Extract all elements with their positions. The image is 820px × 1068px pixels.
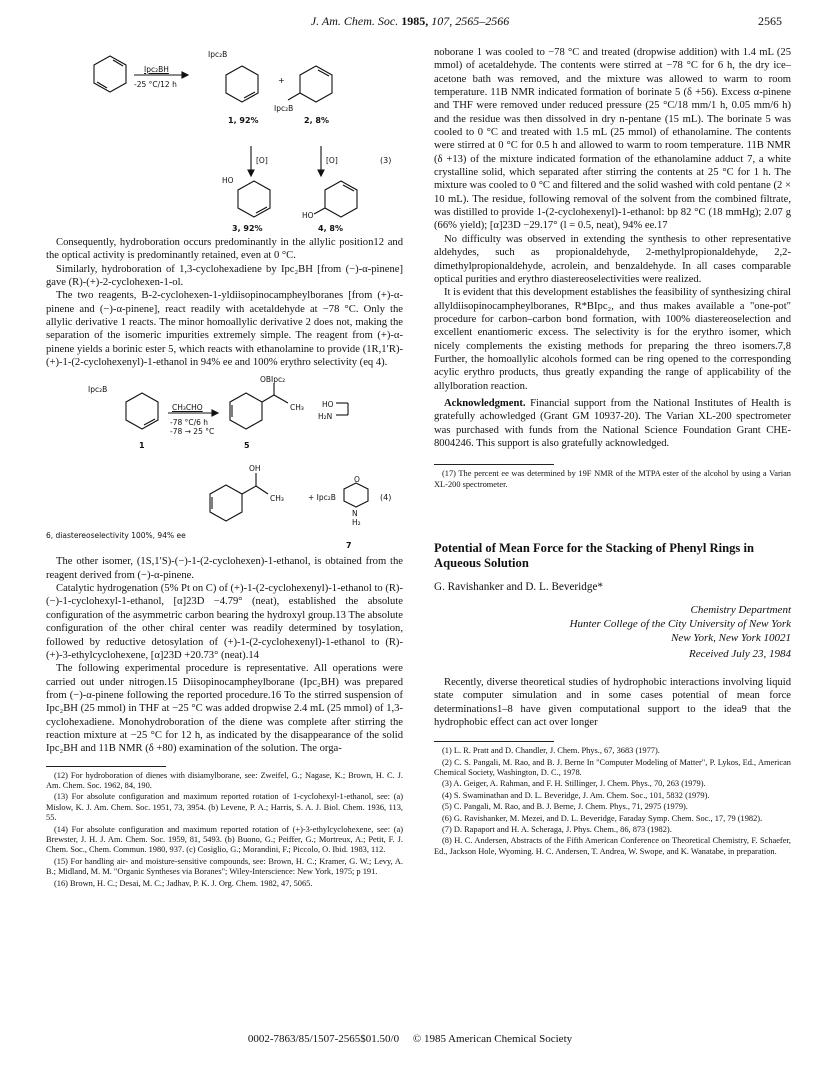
paragraph: Consequently, hydroboration occurs predominantly in the allylic position12 and the optical activity is predominantly retained, even at 0 °C. [46,237,403,262]
scheme4-ch3-a: CH₃ [290,403,304,413]
received-date: Received July 23, 1984 [688,648,791,661]
acknowledgment [434,397,791,450]
scheme4-h2: H₂ [352,518,361,528]
footnote-rule [434,464,554,465]
scheme4-condition-2: -78 → 25 °C [170,427,215,437]
left-column [46,46,403,890]
scheme3-label-1: 1, 92% [228,116,259,125]
scheme4-n: N [352,509,358,519]
article-title: Potential of Mean Force for the Stacking of Phenyl Rings in Aqueous Solution [434,541,754,571]
right-column [434,46,791,858]
paragraph: Recently, diverse theoretical studies of hydrophobic interactions involving liquid state computer simulation and in some cases potential of mean force determinations1–8 have given computational support to the idea9 that the hydrophobic effect can act over longer [434,676,791,728]
scheme3-oxidation-1: [O] [256,156,268,165]
footer-code: 0002-7863/85/1507-2565$01.50/0 [247,1033,400,1045]
paragraph: No difficulty was observed in extending the synthesis to other representative aldehydes, such as propionaldehyde, 2-methylpropionaldehyde, 2,2-dimethylpropionaldehyde, acrolein, and benzaldehyde. In all cases comparable optical purities and erythro diastereoselectivities were realized. [434,233,791,285]
scheme4-ipc2b: Ipc₂B [88,385,108,395]
paragraph: It is evident that this development establishes the feasibility of synthesizing chiral allyldiisopinocampheylboranes, R*BIpc₂, and thus makes available a "one-pot" procedure for carbon–carbon bond formation, with 100% diastereoselection and excellent enantiomeric excess. The selectivity is for the erythro isomer, which nicely complements the existing methods for preparing the threo isomers.7,8 Further, the homoallylic alcohols formed can be ring opened to the corresponding acylic erythro products, thus greatly expanding the range of applicability of the allylboration reaction. [434,287,791,392]
scheme4-ch3-b: CH₃ [270,494,284,504]
running-header [0,14,820,34]
scheme3-reagent: Ipc₂BH [144,65,169,74]
paragraph: The two reagents, B-2-cyclohexen-1-yldiisopinocampheylboranes [from (+)-α-pinene and (−)-α-pinene], react readily with acetaldehyde at −78 °C. Only the allylic derivative 1 reacts. The minor homoallylic derivative 2 does not, making the separation of the isomeric impurities extremely simple. The reagent from (+)-α-pinene yields a borinic ester 5, which reacts with ethanolamine to provide (1R,1′R)-(+)-1-(2-cyclohexenyl)-1-ethanol in 94% ee and 100% erythro selectivity (eq 4). [46,290,403,369]
scheme4-oh: OH [249,464,261,474]
footnote-4: (4) S. Swaminathan and D. L. Beveridge, J. Am. Chem. Soc., 101, 5832 (1979). [442,790,710,800]
scheme3-ho-1: HO [222,176,234,185]
scheme4-condition-1: -78 °C/6 h [170,418,209,428]
paragraph: The following experimental procedure is representative. All operations were carried out under nitrogen.15 Diisopinocampheylborane (Ipc₂BH) was prepared from (−)-α-pinene following the reported procedure.16 To the stirred suspension of Ipc₂BH (25 mmol) in THF at −25 °C was added dropwise 2.4 mL (25 mmol) of 1,3-cyclohexadiene. Monohydroboration of the diene was complete after stirring the reaction mixture at −25 °C for 12 h, as indicated by the disappearance of the solid Ipc₂BH and 11B NMR (δ +80) examination of the solution. The orga- [46,663,403,755]
footnote-1: (1) L. R. Pratt and D. Chandler, J. Chem. Phys., 67, 3683 (1977). [442,746,660,756]
scheme3-ipc2b-2: Ipc₂B [274,104,294,113]
affiliation-city: New York, New York 10021 [671,631,791,644]
acknowledgment-text: Financial support from the National Institutes of Health is gratefully achowledged (Grant GM 10937-20). The Varian XL-200 spectrometer was purchased with funds from the National Science Foundation Grant CHE-8004246. This support is also gratefully acknowledged. [434,397,791,449]
journal-name: J. Am. Chem. Soc. [310,14,399,28]
scheme3-ho-2: HO [302,211,314,220]
scheme3-label-4: 4, 8% [318,224,343,233]
scheme-eq3 [46,46,403,233]
scheme4-label-6: 6, diastereoselectivity 100%, 94% ee [46,531,186,541]
scheme4-ethanolamine-ho: HO [322,400,334,410]
paragraph: noborane 1 was cooled to −78 °C and treated (dropwise addition) with 1.4 mL (25 mmol) of acetaldehyde. The contents were stirred at −78 °C for 6 h, the dry ice–acetone bath was removed, and the mixture was allowed to warm to room temperature. 11B NMR indicated formation of borinate 5 (δ +56). Excess α-pinene and THF were removed under reduced pressure (25 °C/18 mm/1 h, 0.05 mm/6 h) and the residue was then dissolved in dry n-pentane (15 mL). The borinate 5 was cooled to 0 °C and treated with 1.5 mL (25 mmol) of ethanolamine. The contents were stirred at 0 °C for 0.5 h and allowed to warm to room temperature. 11B NMR (δ +13) of the mixture indicated formation of the ethanolamine adduct 7, a white crystalline solid, which separated after stirring the contents at 25 °C for 1 h. The mixture was cooled to 0 °C and filtered and the solid washed with cold pentane (2 × 10 mL). The residue, following removal of the solvent from the combined filtrate, was distilled to provide 1-(2-cyclohexenyl)-1-ethanol: bp 82 °C (18 mmHg); 2.07 g (66% yield); [α]23D −29.17° (l = 0.5, neat), 94% ee.17 [434,47,791,232]
scheme4-ethanolamine-h2n: H₂N [318,412,333,422]
scheme3-label-2: 2, 8% [304,116,329,125]
footnote-2: (2) C. S. Pangali, M. Rao, and B. J. Berne In "Computer Modeling of Matter", P. Lykos, Ed., American Chemical Society, Washington, D. C., 1978. [434,757,791,778]
footer-copyright: © 1985 American Chemical Society [412,1033,573,1045]
affiliation-dept: Chemistry Department [690,604,791,617]
scheme4-label-7: 7 [346,541,352,551]
page-footer [0,1033,820,1045]
scheme3-conditions: -25 °C/12 h [134,80,177,89]
scheme4-label-1: 1 [139,441,145,451]
left-footnotes [46,771,403,889]
footnote-5: (5) C. Pangali, M. Rao, and B. J. Berne, J. Chem. Phys., 71, 2975 (1979). [442,802,688,812]
footnote-3: (3) A. Geiger, A. Rahman, and F. H. Stillinger, J. Chem. Phys., 70, 263 (1979). [442,779,706,789]
footnote-17: (17) The percent ee was determined by 19F NMR of the MTPA ester of the alcohol by using a Varian XL-200 spectrometer. [434,469,791,489]
article-affiliation [434,604,791,661]
footnote-7: (7) D. Rapaport and H. A. Scheraga, J. Phys. Chem., 86, 873 (1982). [442,825,672,835]
journal-pages: 2565–2566 [455,14,510,28]
article2-footnotes [434,746,791,857]
scheme-eq4-drawing [46,373,403,555]
footnote-16: (16) Brown, H. C.; Desai, M. C.; Jadhav, P. K. J. Org. Chem. 1982, 47, 5065. [54,878,313,888]
scheme4-label-5: 5 [244,441,250,451]
scheme-eq3-drawing [46,46,403,226]
footnote-14: (14) For absolute configuration and maximum reported rotation of (+)-3-ethylcyclohexene, see: (a) Brewster, J. H. J. Am. Chem. Soc. 1959, 81, 5493. (b) Buono, G.; Peiffer, G.; Mortreux, A.; Petit, F. J. Chem. Soc., Chem. Commun. 1980, 937. (c) Cosiglio, G.; Morandini, F.; Piccolo, O. Ibid. 1983, 112. [46,824,403,855]
footnote-rule [434,741,554,742]
journal-citation [0,14,820,29]
right-footnote-17 [434,469,791,490]
scheme3-oxidation-2: [O] [326,156,338,165]
footnote-15: (15) For handling air- and moisture-sensitive compounds, see: Brown, H. C.; Kramer, G. W.; Levy, A. B.; Midland, M. M. "Organic Syntheses via Boranes"; Wiley-Interscience: New York, 1975; p 191. [46,856,403,877]
scheme3-ipc2b-1: Ipc₂B [208,50,228,59]
journal-volume: 107, [431,14,453,28]
scheme4-reagent: CH₃CHO [172,403,203,413]
scheme3-equation-number: (3) [380,156,392,165]
paragraph: Catalytic hydrogenation (5% Pt on C) of (+)-1-(2-cyclohexenyl)-1-ethanol to (R)-(−)-1-cyclohexyl-1-ethanol, [α]23D −4.79° (neat), established the absolute configuration of the asymmetric carbon bearing the hydroxyl group.13 The absolute configuration of the other chiral center was readily determined by tosylation, followed by reductive detosylation of (+)-1-(2-cyclohexenyl)-1-ethanol to (R)-(+)-3-ethylcyclohexene, [α]23D +20.73° (neat).14 [46,583,403,661]
footnote-8: (8) H. C. Andersen, Abstracts of the Fifth American Conference on Theoretical Chemistry, F. Schaefer, Ed., Jackson Hole, Wyoming. H. C. Andersen, T. Andrea, W. Swope, and K. Wanatabe, in preparation. [434,836,791,856]
paragraph: Similarly, hydroboration of 1,3-cyclohexadiene by Ipc₂BH [from (−)-α-pinene] gave (R)-(+)-2-cyclohexen-1-ol. [46,263,403,289]
scheme3-plus: + [278,76,285,85]
footnote-rule [46,766,166,767]
footnote-6: (6) G. Ravishanker, M. Mezei, and D. L. Beveridge, Faraday Symp. Chem. Soc., 17, 79 (1982). [442,813,763,823]
scheme4-equation-number: (4) [380,493,392,503]
article-authors: G. Ravishanker and D. L. Beveridge* [434,581,604,594]
scheme3-label-3: 3, 92% [232,224,263,233]
page-number: 2565 [758,14,782,28]
scheme4-obipc2: OBIpc₂ [260,375,286,385]
journal-year: 1985, [401,14,429,28]
footnote-13: (13) For absolute configuration and maximum reported rotation of 1-cyclohexyl-1-ethanol, see: (a) Mislow, K. J. Am. Chem. Soc. 1951, 73, 3954. (b) Levene, P. A.; Harris, S. A. J. Biol. Chem. 1936, 113, 55. [46,792,403,823]
affiliation-college: Hunter College of the City University of New York [569,618,791,631]
paragraph: The other isomer, (1S,1′S)-(−)-1-(2-cyclohexen)-1-ethanol, is obtained from the reagent derived from (−)-α-pinene. [46,556,403,581]
acknowledgment-heading: Acknowledgment. [444,397,526,409]
scheme-eq4 [46,373,403,555]
scheme4-o: O [354,475,360,485]
footnote-12: (12) For hydroboration of dienes with disiamylborane, see: Zweifel, G.; Nagase, K.; Brown, H. C. J. Am. Chem. Soc. 1962, 84, 190. [46,770,403,790]
scheme4-plus-ipc2b: + Ipc₂B [308,493,336,503]
